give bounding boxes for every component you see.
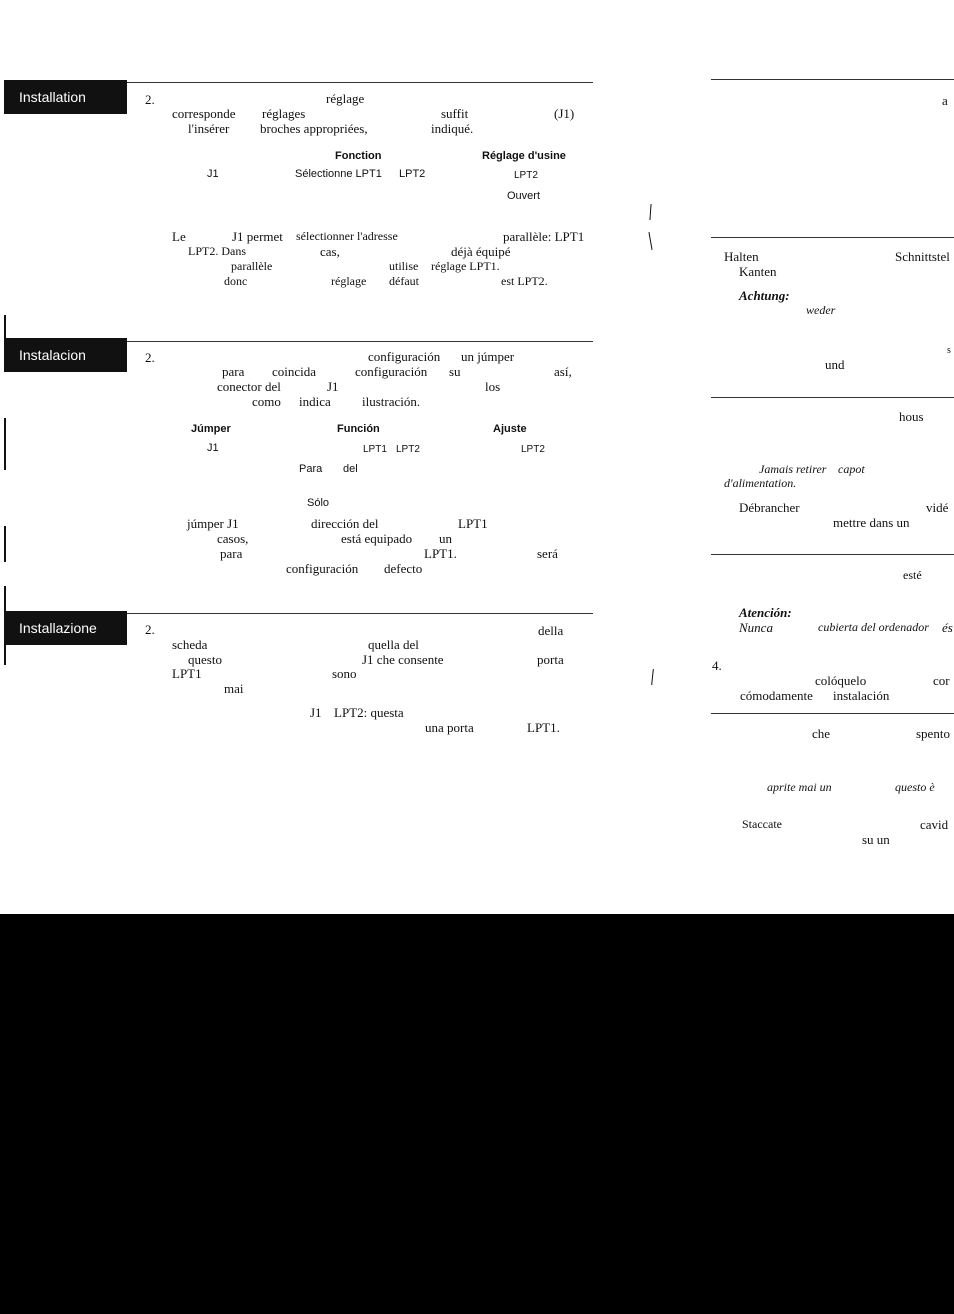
text-fragment: J1 (327, 379, 339, 394)
text-fragment: los (485, 379, 501, 394)
text-fragment: conector del (217, 379, 281, 394)
text-fragment: parallèle (231, 259, 273, 273)
text-fragment: indica (299, 394, 331, 409)
warning-label: Atención: (739, 605, 792, 620)
text-fragment: és (942, 620, 953, 635)
text-fragment: para (222, 364, 245, 379)
text-fragment: porta (537, 652, 564, 667)
text-fragment: cor (933, 673, 950, 688)
text-fragment: un júmper (461, 349, 515, 364)
text-fragment: utilise (389, 259, 419, 273)
text-fragment: J1 che consente (362, 652, 444, 667)
text-fragment: su (449, 364, 461, 379)
step-number: 2. (145, 622, 155, 637)
margin-bar (4, 418, 6, 470)
table-cell: Ouvert (507, 190, 541, 202)
text-fragment: colóquelo (815, 673, 867, 688)
text-fragment: J1 (310, 705, 322, 720)
section-rule (127, 613, 593, 614)
section-tab-label: Installation (19, 89, 86, 105)
text-fragment: quella del (368, 637, 419, 652)
text-fragment: así, (554, 364, 572, 379)
table-header: Júmper (191, 423, 231, 435)
text-fragment: Nunca (739, 620, 773, 635)
gutter-mark (651, 669, 654, 685)
text-fragment: J1 permet (232, 229, 283, 244)
text-fragment: spento (916, 726, 950, 741)
section-rule (711, 79, 954, 80)
margin-bar (4, 315, 6, 339)
warning-label: Achtung: (739, 288, 790, 303)
section-tab-label: Instalacion (19, 347, 86, 363)
text-fragment: cómodamente (740, 688, 813, 703)
text-fragment: Schnittstel (895, 249, 950, 264)
text-fragment: será (537, 546, 558, 561)
text-fragment: Staccate (742, 817, 782, 831)
text-fragment: como (252, 394, 281, 409)
table-header: Ajuste (493, 423, 527, 435)
text-fragment: ilustración. (362, 394, 421, 409)
section-rule (127, 82, 593, 83)
gutter-mark (649, 204, 651, 220)
step-number: 2. (145, 92, 155, 107)
text-fragment: para (220, 546, 243, 561)
text-fragment: capot (838, 462, 865, 476)
text-fragment: vidé (926, 500, 949, 515)
table-cell: LPT2 (521, 444, 545, 455)
step-number: 4. (712, 658, 722, 673)
text-fragment: réglages (262, 106, 306, 121)
text-fragment: Débrancher (739, 500, 800, 515)
text-fragment: weder (806, 303, 836, 317)
step-number: 2. (145, 350, 155, 365)
table-cell: LPT2 (514, 170, 538, 181)
text-fragment: che (812, 726, 831, 741)
text-fragment: réglage (326, 91, 365, 106)
text-fragment: est LPT2. (501, 274, 548, 288)
text-fragment: aprite mai un (767, 780, 832, 794)
text-fragment: und (825, 357, 845, 372)
text-fragment: configuración (355, 364, 428, 379)
text-fragment: questo (188, 652, 222, 667)
text-fragment: della (538, 623, 564, 638)
text-fragment: réglage LPT1. (431, 259, 500, 273)
margin-bar (4, 586, 6, 614)
text-fragment: júmper J1 (187, 516, 239, 531)
text-fragment: está equipado (341, 531, 413, 546)
text-fragment: (J1) (554, 106, 575, 121)
text-fragment: cas, (320, 244, 340, 259)
text-fragment: l'insérer (188, 121, 230, 136)
text-fragment: mettre dans un (833, 515, 910, 530)
table-cell: del (343, 463, 358, 475)
text-fragment: suffit (441, 106, 469, 121)
section-rule (711, 554, 954, 555)
section-rule (711, 397, 954, 398)
text-fragment: configuración (368, 349, 441, 364)
text-fragment: s (947, 345, 951, 356)
text-fragment: mai (224, 681, 244, 696)
text-fragment: broches appropriées, (260, 121, 368, 136)
text-fragment: corresponde (172, 106, 236, 121)
text-fragment: LPT2: questa (334, 705, 404, 720)
section-rule (711, 713, 954, 714)
table-cell: LPT2 (399, 168, 426, 180)
table-cell: Sélectionne LPT1 (295, 168, 382, 180)
text-fragment: défaut (389, 274, 419, 288)
text-fragment: indiqué. (431, 121, 474, 136)
text-fragment: sélectionner l'adresse (296, 229, 398, 243)
table-cell: LPT2 (396, 444, 420, 455)
section-tab-instalacion (4, 338, 127, 372)
text-fragment: d'alimentation. (724, 476, 797, 490)
text-fragment: sono (332, 666, 357, 681)
table-cell: J1 (207, 442, 219, 454)
text-fragment: déjà équipé (451, 244, 511, 259)
table-cell: Sólo (307, 497, 330, 509)
text-fragment: hous (899, 409, 924, 424)
text-fragment: instalación (833, 688, 890, 703)
text-fragment: su un (862, 832, 890, 847)
margin-bar (4, 645, 6, 665)
text-fragment: un (439, 531, 452, 546)
section-rule (127, 341, 593, 342)
section-rule (711, 237, 954, 238)
text-fragment: réglage (331, 274, 367, 288)
text-fragment: casos, (217, 531, 249, 546)
text-fragment: dirección del (311, 516, 379, 531)
section-tab-installazione (4, 611, 127, 645)
text-fragment: Le (172, 229, 186, 244)
text-fragment: scheda (172, 637, 208, 652)
section-tab-label: Installazione (19, 620, 97, 636)
text-fragment: LPT1. (424, 546, 457, 561)
table-header: Réglage d'usine (482, 150, 566, 162)
text-fragment: LPT1 (458, 516, 488, 531)
text-fragment: cubierta del ordenador (818, 620, 929, 634)
text-fragment: coincida (272, 364, 317, 379)
scan-dark-area (0, 914, 954, 1314)
table-cell: Para (299, 463, 323, 475)
text-fragment: una porta (425, 720, 474, 735)
text-fragment: questo è (895, 780, 935, 794)
text-fragment: parallèle: LPT1 (503, 229, 585, 244)
text-fragment: defecto (384, 561, 423, 576)
table-cell: LPT1 (363, 444, 387, 455)
text-fragment: esté (903, 568, 922, 582)
text-fragment: Halten (724, 249, 759, 264)
text-fragment: Jamais retirer (759, 462, 827, 476)
text-fragment: Kanten (739, 264, 777, 279)
gutter-mark (648, 232, 652, 250)
text-fragment: LPT1. (527, 720, 560, 735)
text-fragment: LPT2. Dans (188, 244, 246, 258)
margin-bar (4, 526, 6, 562)
table-cell: J1 (207, 168, 219, 180)
table-header: Función (337, 423, 380, 435)
text-fragment: donc (224, 274, 248, 288)
table-header: Fonction (335, 150, 382, 162)
text-fragment: configuración (286, 561, 359, 576)
text-fragment: a (942, 93, 948, 108)
text-fragment: cavid (920, 817, 949, 832)
text-fragment: LPT1 (172, 666, 202, 681)
section-tab-installation (4, 80, 127, 114)
